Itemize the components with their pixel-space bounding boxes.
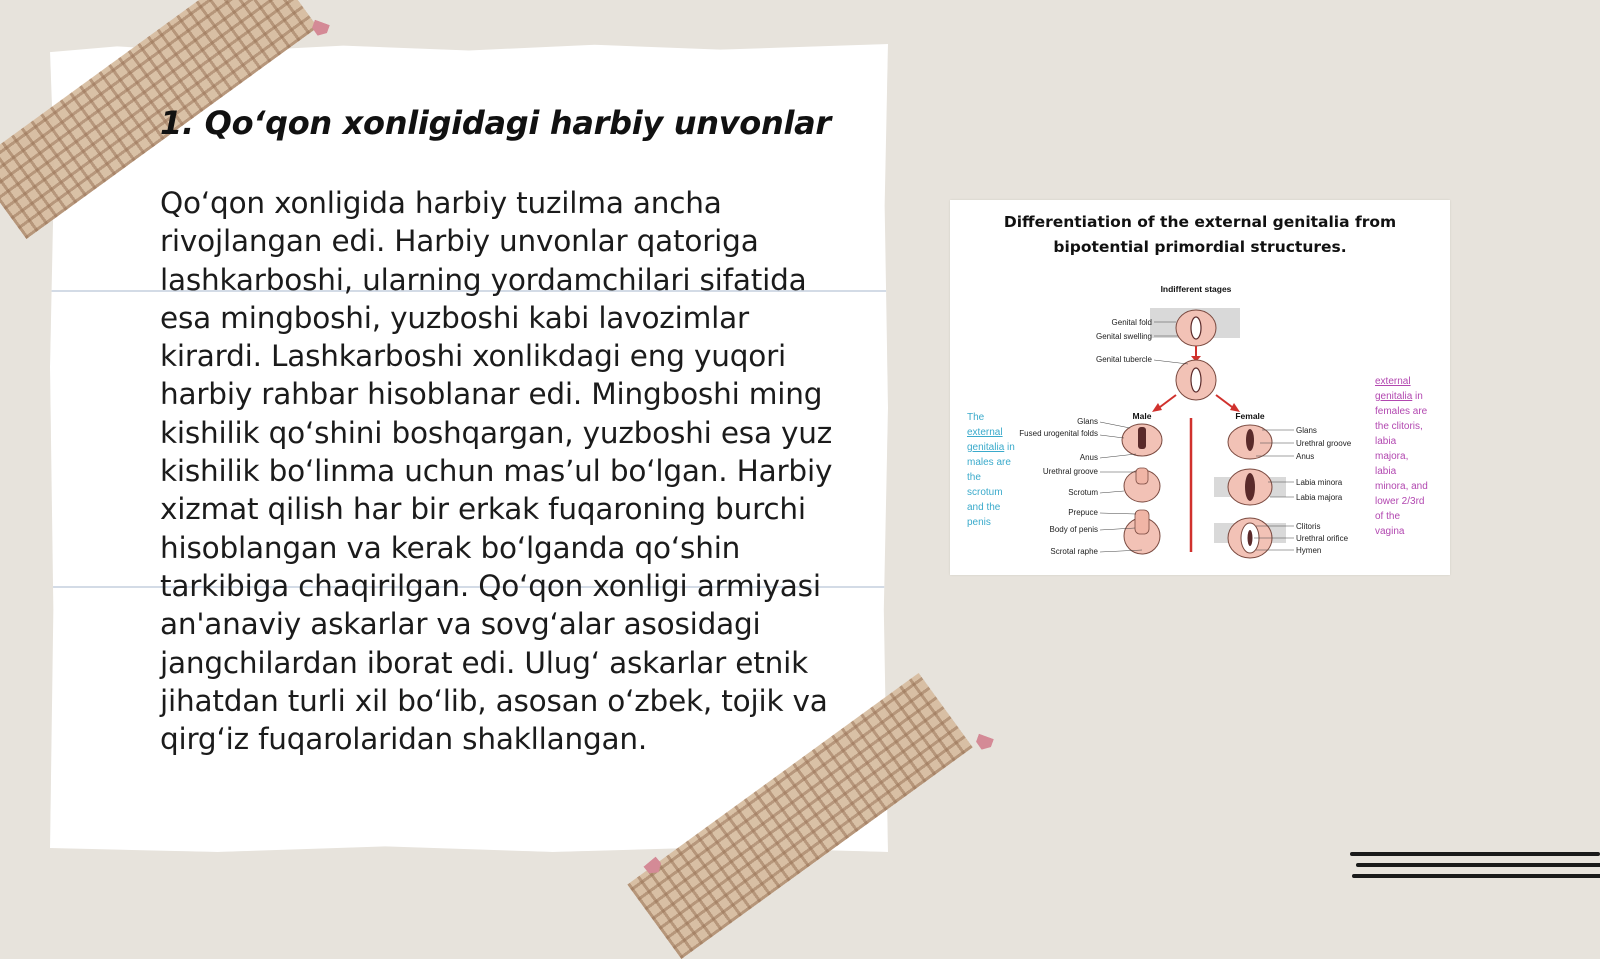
brush-stroke [1350, 852, 1600, 856]
female-side-note [1375, 374, 1431, 539]
label-scrotal-raphe: Scrotal raphe [1050, 547, 1098, 556]
brush-stroke [1352, 874, 1600, 878]
label-female-urethral-groove: Urethral groove [1296, 439, 1352, 448]
label-genital-fold: Genital fold [1111, 318, 1152, 327]
female-heading: Female [1235, 411, 1265, 421]
slide-body-text: Qo‘qon xonligida harbiy tuzilma ancha rivojlangan edi. Harbiy unvonlar qatoriga lashkarboshi, ularning yordamchilari sifatida esa mingboshi, yuzboshi kabi lavozimlar kirardi. Lashkarboshi xonlikdagi eng yuqori harbiy rahbar hisoblanar edi. Mingboshi ming kishilik qo‘shini boshqargan, yuzboshi esa yuz kishilik bo‘linma uchun mas’ul bo‘lgan. Harbiy xizmat qilish har bir erkak fuqaroning burchi hisoblangan va kerak bo‘lganda qo‘shin tarkibiga chaqirilgan. Qo‘qon xonligi armiyasi an'anaviy askarlar va sovg‘alar asosidagi jangchilardan iborat edi. Ulug‘ askarlar etnik jihatdan turli xil bo‘lib, asosan o‘zbek, tojik va qirg‘iz fuqarolaridan shakllangan. [160, 186, 833, 757]
male-note-text: in males are the scrotum and the penis [967, 442, 1015, 528]
female-note-text: in females are the clitoris, labia majora, labia minora, and lower 2/3rd of the vagina [1375, 391, 1428, 537]
label-male-urethral-groove: Urethral groove [1042, 467, 1098, 476]
diagram-image [950, 200, 1450, 575]
male-heading: Male [1132, 411, 1152, 421]
label-male-anus: Anus [1079, 453, 1098, 462]
female-external-genitalia-link[interactable]: external genitalia [1375, 376, 1413, 402]
male-stage-3 [1124, 510, 1160, 554]
male-stage-1 [1122, 424, 1162, 456]
female-stage-2 [1214, 469, 1286, 505]
label-labia-minora: Labia minora [1296, 478, 1343, 487]
label-female-glans: Glans [1296, 426, 1317, 435]
label-genital-swelling: Genital swelling [1095, 332, 1152, 341]
male-side-note [967, 410, 1015, 530]
diagram-title-line-2: bipotential primordial structures. [1053, 238, 1347, 256]
stages-heading: Indifferent stages [1160, 284, 1232, 294]
label-female-anus: Anus [1296, 452, 1315, 461]
brush-stroke [1356, 863, 1600, 867]
label-urethral-orifice: Urethral orifice [1296, 534, 1349, 543]
label-scrotum: Scrotum [1068, 488, 1098, 497]
diagram-title-line-1: Differentiation of the external genitalia from [1003, 213, 1397, 231]
label-labia-majora: Labia majora [1296, 493, 1343, 502]
male-note-prefix: The [967, 412, 985, 423]
label-prepuce: Prepuce [1068, 508, 1098, 517]
label-hymen: Hymen [1296, 546, 1322, 555]
label-clitoris: Clitoris [1296, 522, 1321, 531]
male-stage-2 [1124, 468, 1160, 502]
decorative-brush-strokes [1350, 848, 1600, 898]
label-genital-tubercle: Genital tubercle [1095, 355, 1152, 364]
label-fused-urogenital-folds: Fused urogenital folds [1019, 429, 1098, 438]
arrow-head [1152, 403, 1162, 412]
label-male-glans: Glans [1077, 417, 1098, 426]
slide-title: 1. Qo‘qon xonligidagi harbiy unvonlar [160, 104, 831, 142]
male-external-genitalia-link[interactable]: external genitalia [967, 427, 1005, 453]
label-body-of-penis: Body of penis [1049, 525, 1098, 534]
tape-end-decoration [974, 734, 994, 753]
urogenital-groove [1191, 317, 1201, 339]
genital-tubercle-shape [1191, 368, 1201, 392]
